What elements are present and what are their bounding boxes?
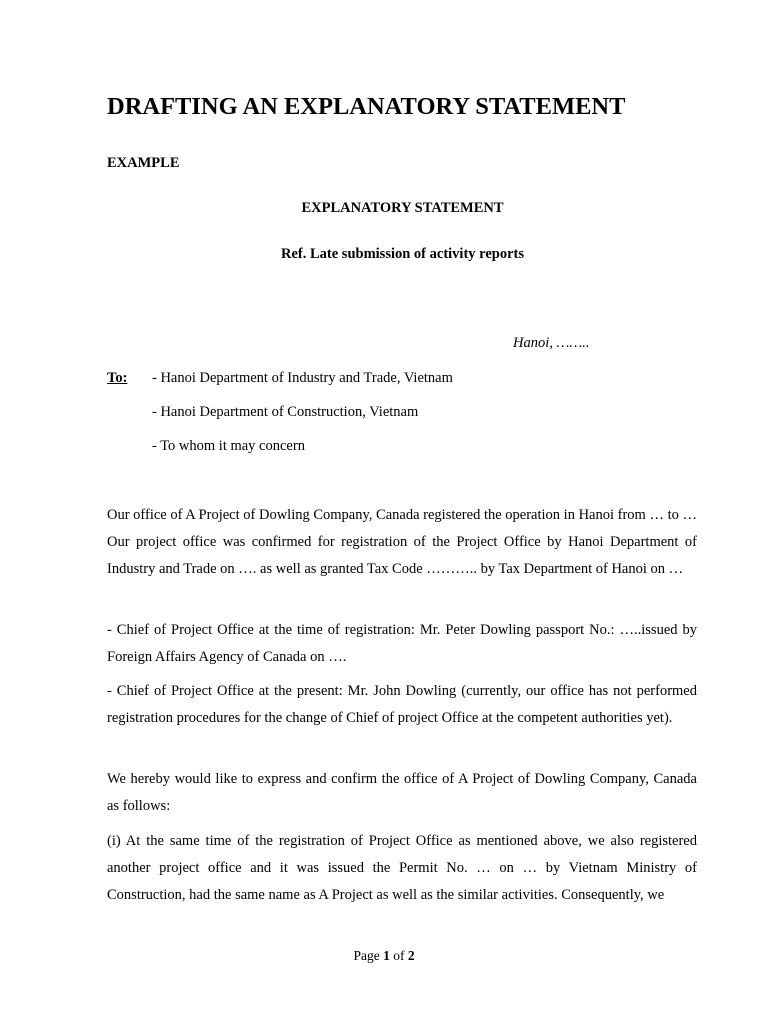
place-date: Hanoi, ……..	[513, 335, 590, 351]
total-pages-number: 2	[407, 948, 415, 963]
document-title: DRAFTING AN EXPLANATORY STATEMENT	[107, 93, 626, 120]
paragraph-text: Our office of A Project of Dowling Company, Canada registered the operation in Hanoi from … to … Our project office was confirmed for registration of the Project Office by Hanoi Department of Industry and Trade on …. as well as granted Tax Code ……….. by Tax Department of Hanoi on …	[107, 507, 697, 577]
body-paragraph	[107, 617, 697, 671]
page-word: Page	[353, 948, 380, 963]
body-paragraph	[107, 502, 697, 583]
body-paragraph	[107, 766, 697, 820]
paragraph-text: - Chief of Project Office at the time of registration: Mr. Peter Dowling passport No.: …..issued by Foreign Affairs Agency of Canada on ….	[107, 622, 697, 665]
of-word: of	[393, 948, 405, 963]
page-footer	[0, 948, 768, 964]
current-page-number: 1	[383, 948, 390, 963]
recipient-line: - To whom it may concern	[152, 438, 305, 454]
statement-heading: EXPLANATORY STATEMENT	[301, 200, 504, 216]
paragraph-text: We hereby would like to express and confirm the office of A Project of Dowling Company, Canada as follows:	[107, 771, 697, 814]
body-paragraph	[107, 678, 697, 732]
recipient-line: - Hanoi Department of Industry and Trade, Vietnam	[152, 370, 453, 386]
statement-reference: Ref. Late submission of activity reports	[281, 246, 524, 262]
to-label: To:	[107, 370, 128, 386]
example-label: EXAMPLE	[107, 155, 180, 171]
recipient-line: - Hanoi Department of Construction, Vietnam	[152, 404, 419, 420]
body-paragraph	[107, 828, 697, 909]
paragraph-text: - Chief of Project Office at the present: Mr. John Dowling (currently, our office has not performed registration procedures for the change of Chief of project Office at the competent authorities yet).	[107, 683, 697, 726]
paragraph-text: (i) At the same time of the registration of Project Office as mentioned above, we also registered another project office and it was issued the Permit No. … on … by Vietnam Ministry of Construction, had the same name as A Project as well as the similar activities. Consequently, we	[107, 833, 697, 903]
